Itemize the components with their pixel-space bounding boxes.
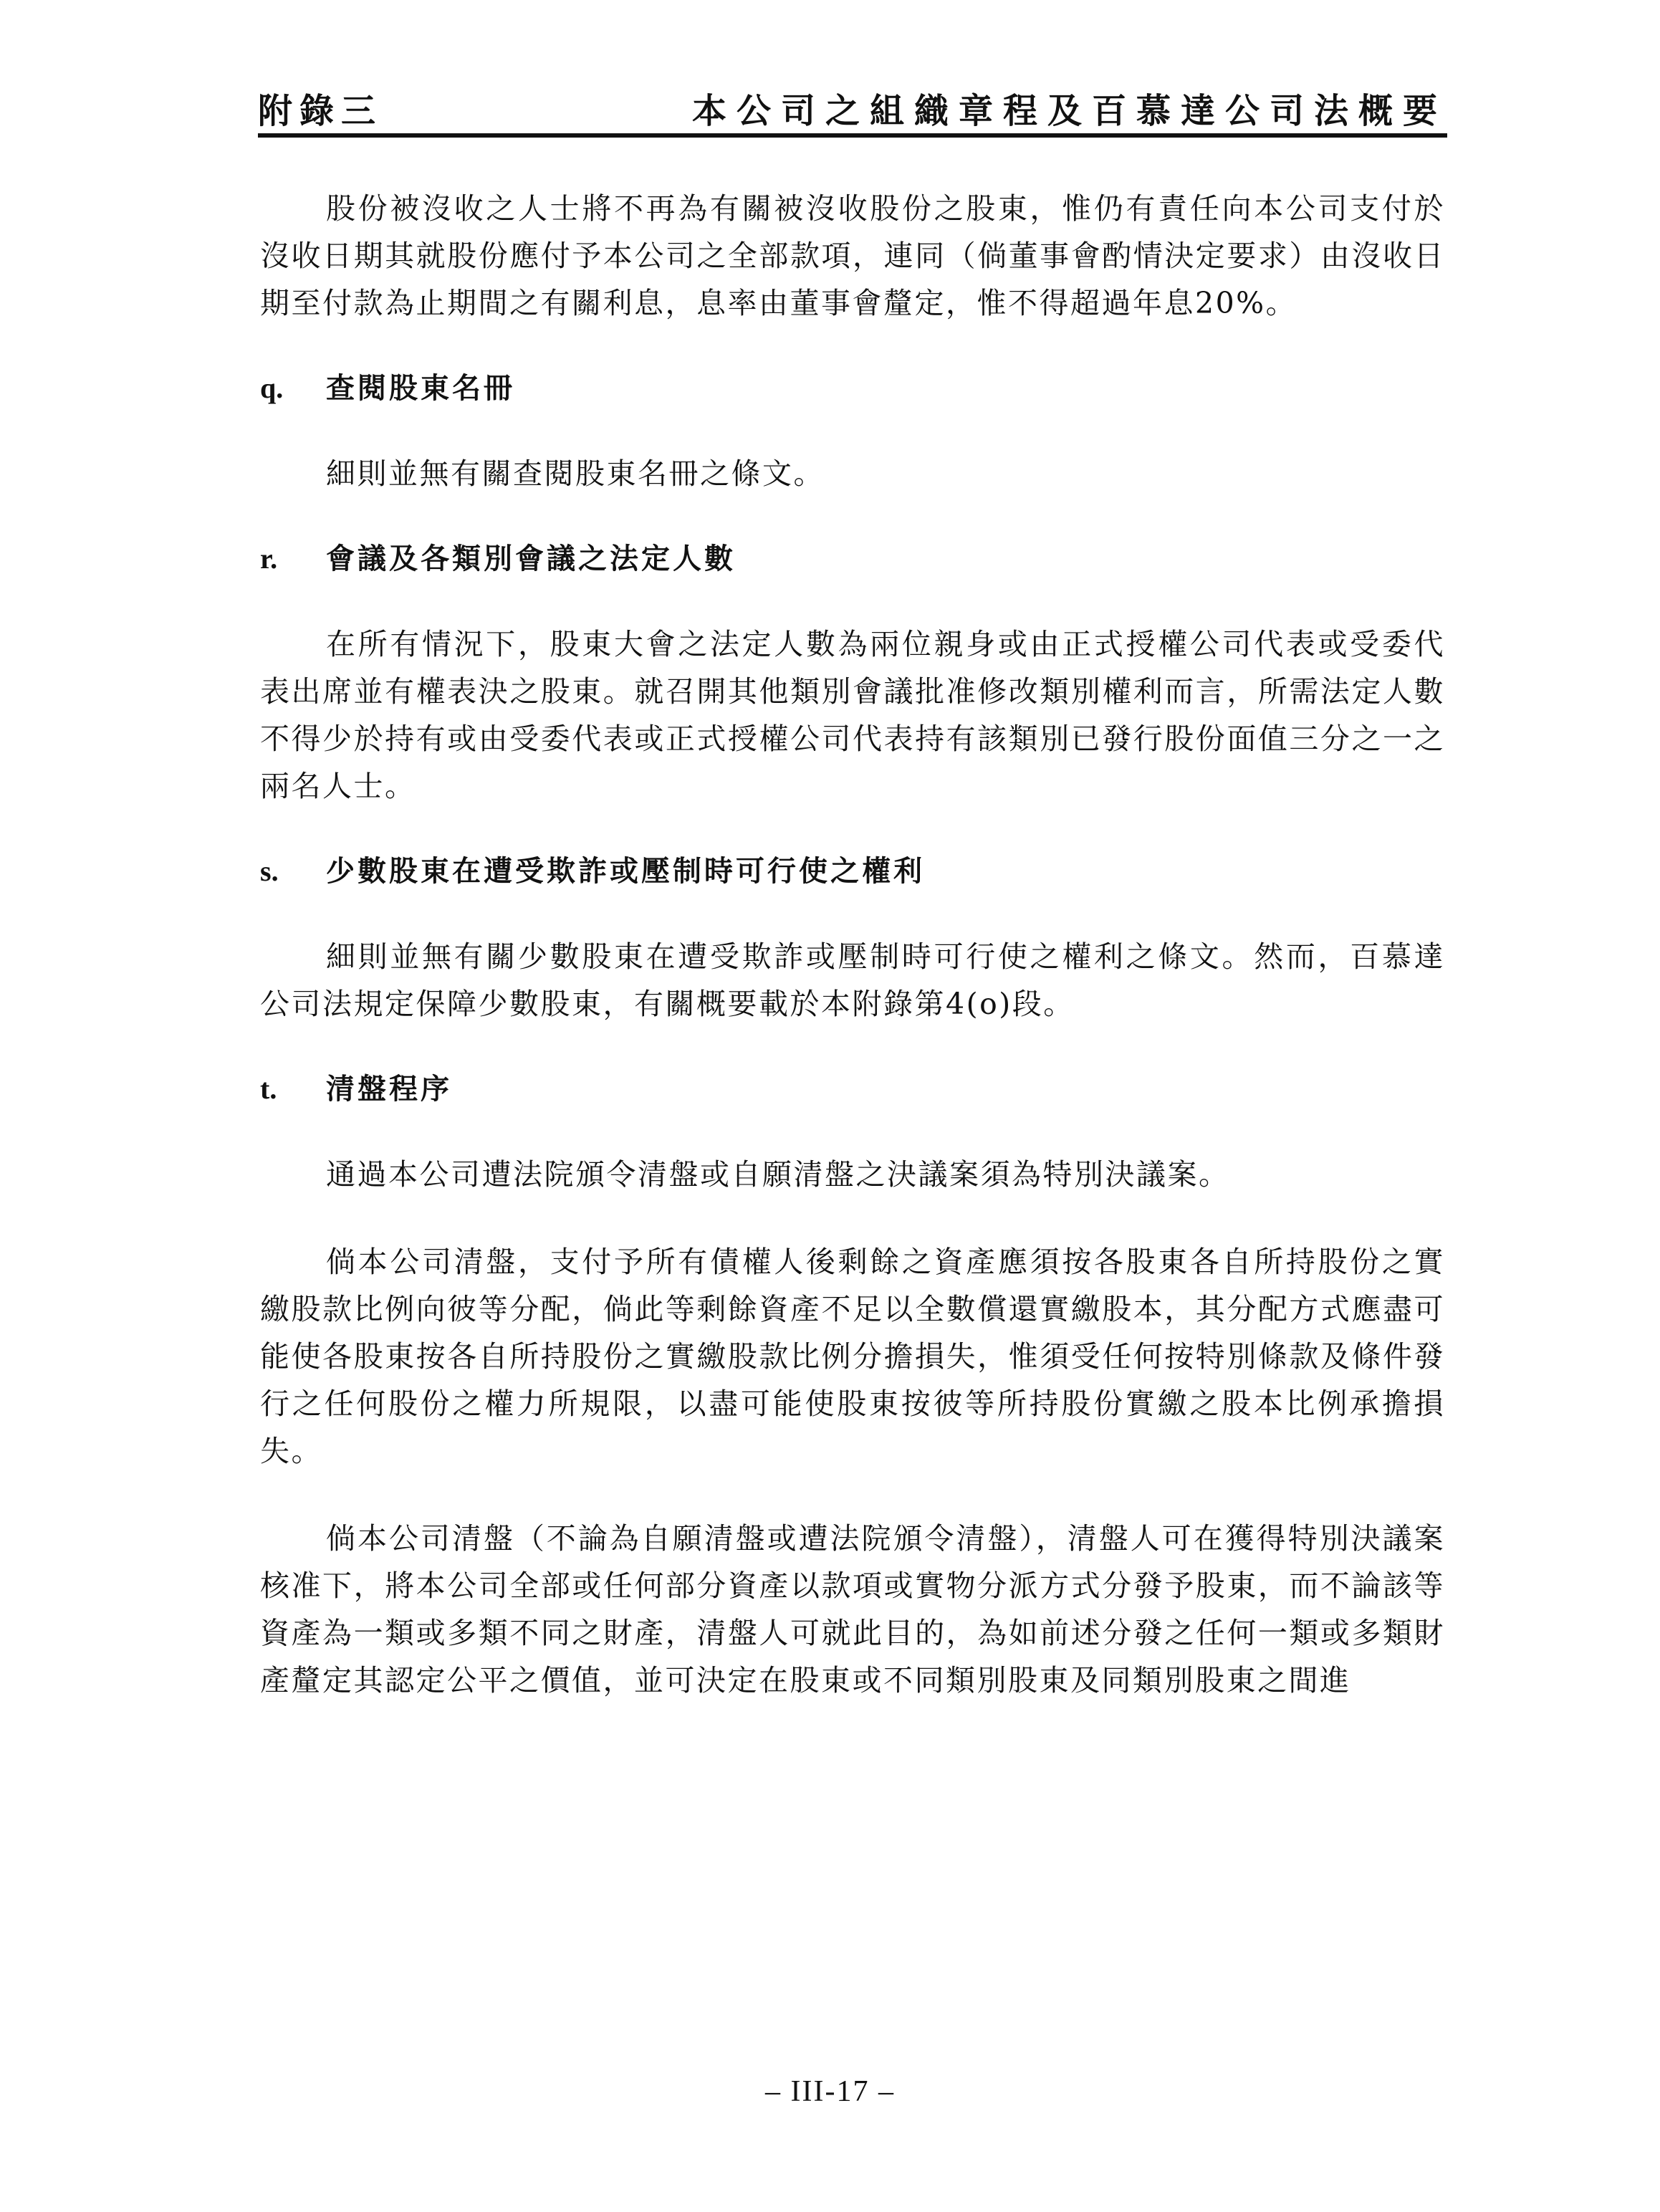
section-title: 查閱股東名冊 [326,372,515,405]
paragraph-forfeiture: 股份被沒收之人士將不再為有關被沒收股份之股東，惟仍有責任向本公司支付於沒收日期其就股份應付予本公司之全部款項，連同（倘董事會酌情決定要求）由沒收日期至付款為止期間之有關利息，息率由董事會釐定，惟不得超過年息20%。 [260,191,1445,320]
paragraph-t-3: 倘本公司清盤（不論為自願清盤或遭法院頒令清盤），清盤人可在獲得特別決議案核准下，將本公司全部或任何部分資產以款項或實物分派方式分發予股東，而不論該等資產為一類或多類不同之財產，清盤人可就此目的，為如前述分發之任何一類或多類財產釐定其認定公平之價值，並可決定在股東或不同類別股東及同類別股東之間進 [260,1521,1445,1698]
paragraph-q: 細則並無有關查閱股東名冊之條文。 [326,456,825,491]
document-title: 本公司之組織章程及百慕達公司法概要 [691,91,1447,131]
section-letter: t. [260,1073,277,1105]
page-number: – III-17 – [765,2075,895,2108]
page-body [260,185,1445,1744]
paragraph-t-2: 倘本公司清盤，支付予所有債權人後剩餘之資產應須按各股東各自所持股份之實繳股款比例向彼等分配，倘此等剩餘資產不足以全數償還實繳股本，其分配方式應盡可能使各股東按各自所持股份之實繳股款比例分擔損失，惟須受任何按特別條款及條件發行之任何股份之權力所規限，以盡可能使股東按彼等所持股份實繳之股本比例承擔損失。 [260,1245,1445,1468]
paragraph-t-1: 通過本公司遭法院頒令清盤或自願清盤之決議案須為特別決議案。 [326,1157,1230,1192]
section-heading-r [260,537,1445,580]
section-heading-t [260,1068,1445,1111]
section-heading-q [260,367,1445,410]
section-letter: s. [260,855,279,887]
paragraph-r: 在所有情況下，股東大會之法定人數為兩位親身或由正式授權公司代表或受委代表出席並有權表決之股東。就召開其他類別會議批准修改類別權利而言，所需法定人數不得少於持有或由受委代表或正式授權公司代表持有該類別已發行股份面值三分之一之兩名人士。 [260,627,1445,803]
section-title: 少數股東在遭受欺詐或壓制時可行使之權利 [326,855,925,888]
section-letter: r. [260,542,278,575]
section-title: 清盤程序 [326,1073,452,1106]
section-heading-s [260,850,1445,893]
appendix-label: 附錄三 [258,91,383,131]
section-letter: q. [260,372,284,404]
paragraph-s: 細則並無有關少數股東在遭受欺詐或壓制時可行使之權利之條文。然而，百慕達公司法規定保障少數股東，有關概要載於本附錄第4(o)段。 [260,939,1445,1021]
page-header [258,69,1447,138]
section-title: 會議及各類別會議之法定人數 [326,542,736,575]
